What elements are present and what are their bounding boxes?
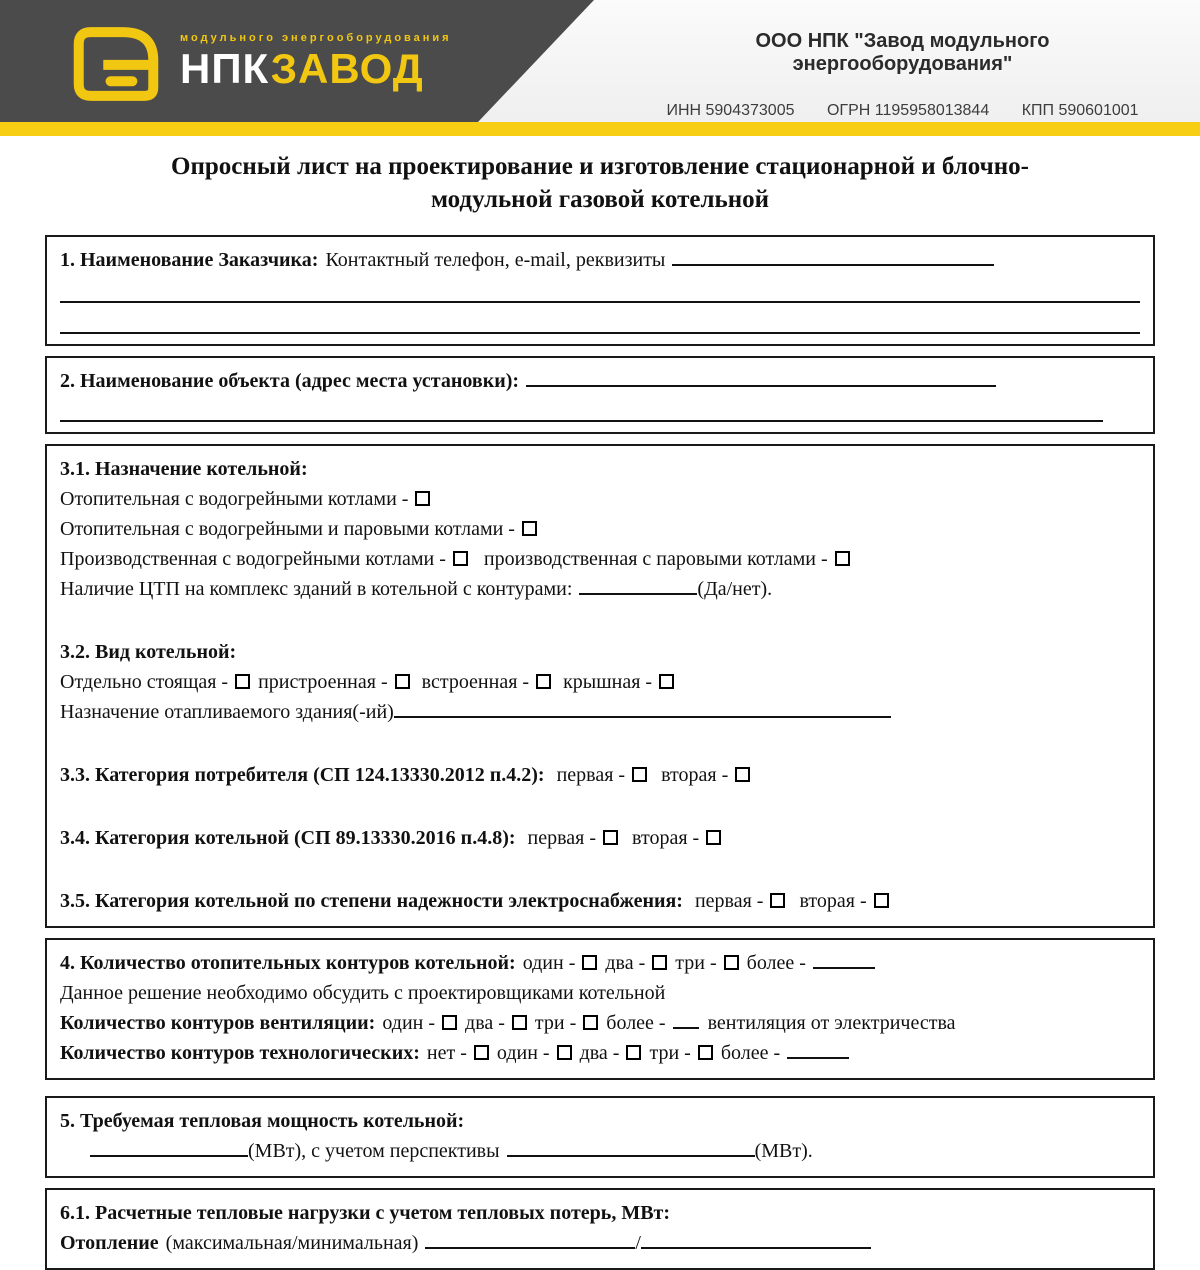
checkbox-heat-three[interactable]: [724, 955, 739, 970]
checkbox-industrial-steam[interactable]: [835, 551, 850, 566]
section-4-circuits: [45, 938, 1155, 1080]
ctp-suffix: (Да/нет).: [697, 578, 773, 600]
section-3-5-heading: 3.5. Категория котельной по степени надежности электроснабжения:: [60, 890, 683, 912]
technological-circuits-line: [60, 1038, 1140, 1068]
company-kpp: КПП 590601001: [1021, 102, 1139, 119]
company-ogrn: ОГРН 1195958013844: [826, 102, 990, 119]
category-first-label: первая -: [694, 890, 764, 912]
heating-load-min-blank[interactable]: [641, 1234, 871, 1249]
customer-blank-3[interactable]: [60, 303, 1140, 334]
section-4-heading: 4. Количество отопительных контуров котельной:: [60, 952, 516, 974]
section-3-1-heading: 3.1. Назначение котельной:: [60, 458, 308, 480]
section-6-heading: 6.1. Расчетные тепловые нагрузки с учетом тепловых потерь, МВт:: [60, 1202, 671, 1224]
count-two: два -: [465, 1012, 505, 1034]
customer-line: [60, 245, 1140, 275]
count-three: три -: [649, 1042, 691, 1064]
checkbox-heat-one[interactable]: [582, 955, 597, 970]
checkbox-roof[interactable]: [659, 674, 674, 689]
title-line1: Опросный лист на проектирование и изготовление стационарной и блочно-: [171, 153, 1029, 180]
logo-tagline: модульного энергооборудования: [180, 32, 452, 44]
vent-electric-label: вентиляция от электричества: [707, 1012, 956, 1034]
title-line2: модульной газовой котельной: [430, 186, 770, 213]
count-more: более -: [720, 1042, 781, 1064]
heating-load-sub: (максимальная/минимальная): [165, 1232, 419, 1254]
section-6-loads: [45, 1188, 1155, 1270]
option-line-kind: [60, 667, 1140, 697]
count-none: нет -: [426, 1042, 467, 1064]
checkbox-heating-water-steam[interactable]: [522, 521, 537, 536]
option-line-heating-water-steam: [60, 514, 1140, 544]
option-label: Отдельно стоящая -: [60, 671, 229, 693]
section-3-3-heading: 3.3. Категория потребителя (СП 124.13330.2012 п.4.2):: [60, 764, 545, 786]
building-purpose-label: Назначение отапливаемого здания(-ий): [60, 701, 394, 723]
option-label: пристроенная -: [258, 671, 388, 693]
count-two: два -: [579, 1042, 620, 1064]
logo-a-icon: [68, 24, 164, 104]
section-2-label: 2. Наименование объекта (адрес места установки):: [60, 370, 520, 392]
company-name: ООО НПК "Завод модульного энергооборудования": [755, 30, 1050, 75]
option-label: Отопительная с водогрейными и паровыми котлами -: [60, 518, 515, 540]
boiler-category-line: [60, 823, 1140, 853]
technological-heading: Количество контуров технологических:: [60, 1042, 420, 1064]
count-two: два -: [605, 952, 646, 974]
category-second-label: вторая -: [632, 827, 700, 849]
heating-circuits-line: [60, 948, 1140, 978]
checkbox-builtin[interactable]: [536, 674, 551, 689]
count-one: один -: [496, 1042, 550, 1064]
section-1-customer: [45, 235, 1155, 346]
category-second-label: вторая -: [661, 764, 729, 786]
letterhead-header: [0, 0, 1200, 122]
section-1-label: 1. Наименование Заказчика:: [60, 249, 319, 271]
checkbox-tech-two[interactable]: [626, 1045, 641, 1060]
section-3-boiler-type: [45, 444, 1155, 928]
checkbox-reliability-first[interactable]: [770, 893, 785, 908]
heating-load-label: Отопление: [60, 1232, 159, 1254]
object-line: [60, 366, 1140, 396]
ctp-label: Наличие ЦТП на комплекс зданий в котельной с контурами:: [60, 578, 573, 600]
option-line-industrial: [60, 544, 1140, 574]
brand-zavod: ЗАВОД: [270, 45, 424, 92]
category-first-label: первая -: [527, 827, 597, 849]
section-3-2-heading: 3.2. Вид котельной:: [60, 641, 237, 663]
checkbox-detached[interactable]: [235, 674, 250, 689]
customer-contacts-label: Контактный телефон, e-mail, реквизиты: [325, 249, 666, 271]
customer-blank-2[interactable]: [60, 275, 1140, 303]
checkbox-heat-two[interactable]: [652, 955, 667, 970]
object-blank-2[interactable]: [60, 396, 1103, 422]
count-more: более -: [746, 952, 806, 974]
section-5-power: [45, 1096, 1155, 1178]
heat-more-blank[interactable]: [813, 954, 875, 969]
company-info: [645, 30, 1160, 120]
checkbox-tech-none[interactable]: [474, 1045, 489, 1060]
document-title: [0, 150, 1200, 216]
company-inn: ИНН 5904373005: [666, 102, 795, 119]
category-second-label: вторая -: [799, 890, 867, 912]
checkbox-boiler-second[interactable]: [706, 830, 721, 845]
power-line: [60, 1136, 1140, 1166]
checkbox-vent-one[interactable]: [442, 1015, 457, 1030]
power-reliability-line: [60, 886, 1140, 916]
logo-brand: [180, 46, 452, 92]
ventilation-circuits-line: [60, 1008, 1140, 1038]
ctp-blank[interactable]: [579, 580, 697, 595]
checkbox-heating-water[interactable]: [415, 491, 430, 506]
checkbox-consumer-second[interactable]: [735, 767, 750, 782]
checkbox-industrial-water[interactable]: [453, 551, 468, 566]
checkbox-boiler-first[interactable]: [603, 830, 618, 845]
brand-npk: НПК: [180, 45, 271, 92]
load-slash: /: [635, 1232, 641, 1254]
circuits-note: Данное решение необходимо обсудить с проектировщиками котельной: [60, 982, 666, 1004]
yellow-stripe: [0, 122, 1200, 136]
checkbox-tech-three[interactable]: [698, 1045, 713, 1060]
count-one: один -: [382, 1012, 436, 1034]
section-5-heading: 5. Требуемая тепловая мощность котельной:: [60, 1110, 465, 1132]
checkbox-tech-one[interactable]: [557, 1045, 572, 1060]
option-label: встроенная -: [421, 671, 530, 693]
building-purpose-blank[interactable]: [394, 703, 891, 718]
count-one: один -: [522, 952, 576, 974]
option-label: производственная с паровыми котлами -: [483, 548, 828, 570]
checkbox-consumer-first[interactable]: [632, 767, 647, 782]
section-3-4-heading: 3.4. Категория котельной (СП 89.13330.2016 п.4.8):: [60, 827, 516, 849]
building-purpose-line: [60, 697, 1140, 727]
count-three: три -: [675, 952, 717, 974]
option-label: Производственная с водогрейными котлами -: [60, 548, 446, 570]
checkbox-vent-two[interactable]: [512, 1015, 527, 1030]
ventilation-heading: Количество контуров вентиляции:: [60, 1012, 376, 1034]
option-label: крышная -: [563, 671, 653, 693]
logo-text: [180, 24, 452, 104]
checkbox-attached[interactable]: [395, 674, 410, 689]
vent-more-blank[interactable]: [673, 1014, 699, 1029]
option-line-heating-water: [60, 484, 1140, 514]
customer-blank-1[interactable]: [672, 251, 994, 266]
heating-load-max-blank[interactable]: [425, 1234, 635, 1249]
option-label: Отопительная с водогрейными котлами -: [60, 488, 409, 510]
category-first-label: первая -: [556, 764, 626, 786]
count-three: три -: [534, 1012, 577, 1034]
count-more: более -: [606, 1012, 666, 1034]
section-2-object: [45, 356, 1155, 434]
power-blank[interactable]: [90, 1142, 248, 1157]
power-unit-label: (МВт), с учетом перспективы: [248, 1140, 500, 1162]
checkbox-reliability-second[interactable]: [874, 893, 889, 908]
perspective-blank[interactable]: [507, 1142, 755, 1157]
consumer-category-line: [60, 760, 1140, 790]
power-unit2-label: (МВт).: [754, 1140, 813, 1162]
checkbox-vent-three[interactable]: [583, 1015, 598, 1030]
object-blank-1[interactable]: [526, 372, 996, 387]
ctp-line: [60, 574, 1140, 604]
tech-more-blank[interactable]: [787, 1044, 849, 1059]
company-logo: [68, 24, 452, 104]
company-requisites: [645, 102, 1160, 120]
heating-load-line: [60, 1228, 1140, 1258]
